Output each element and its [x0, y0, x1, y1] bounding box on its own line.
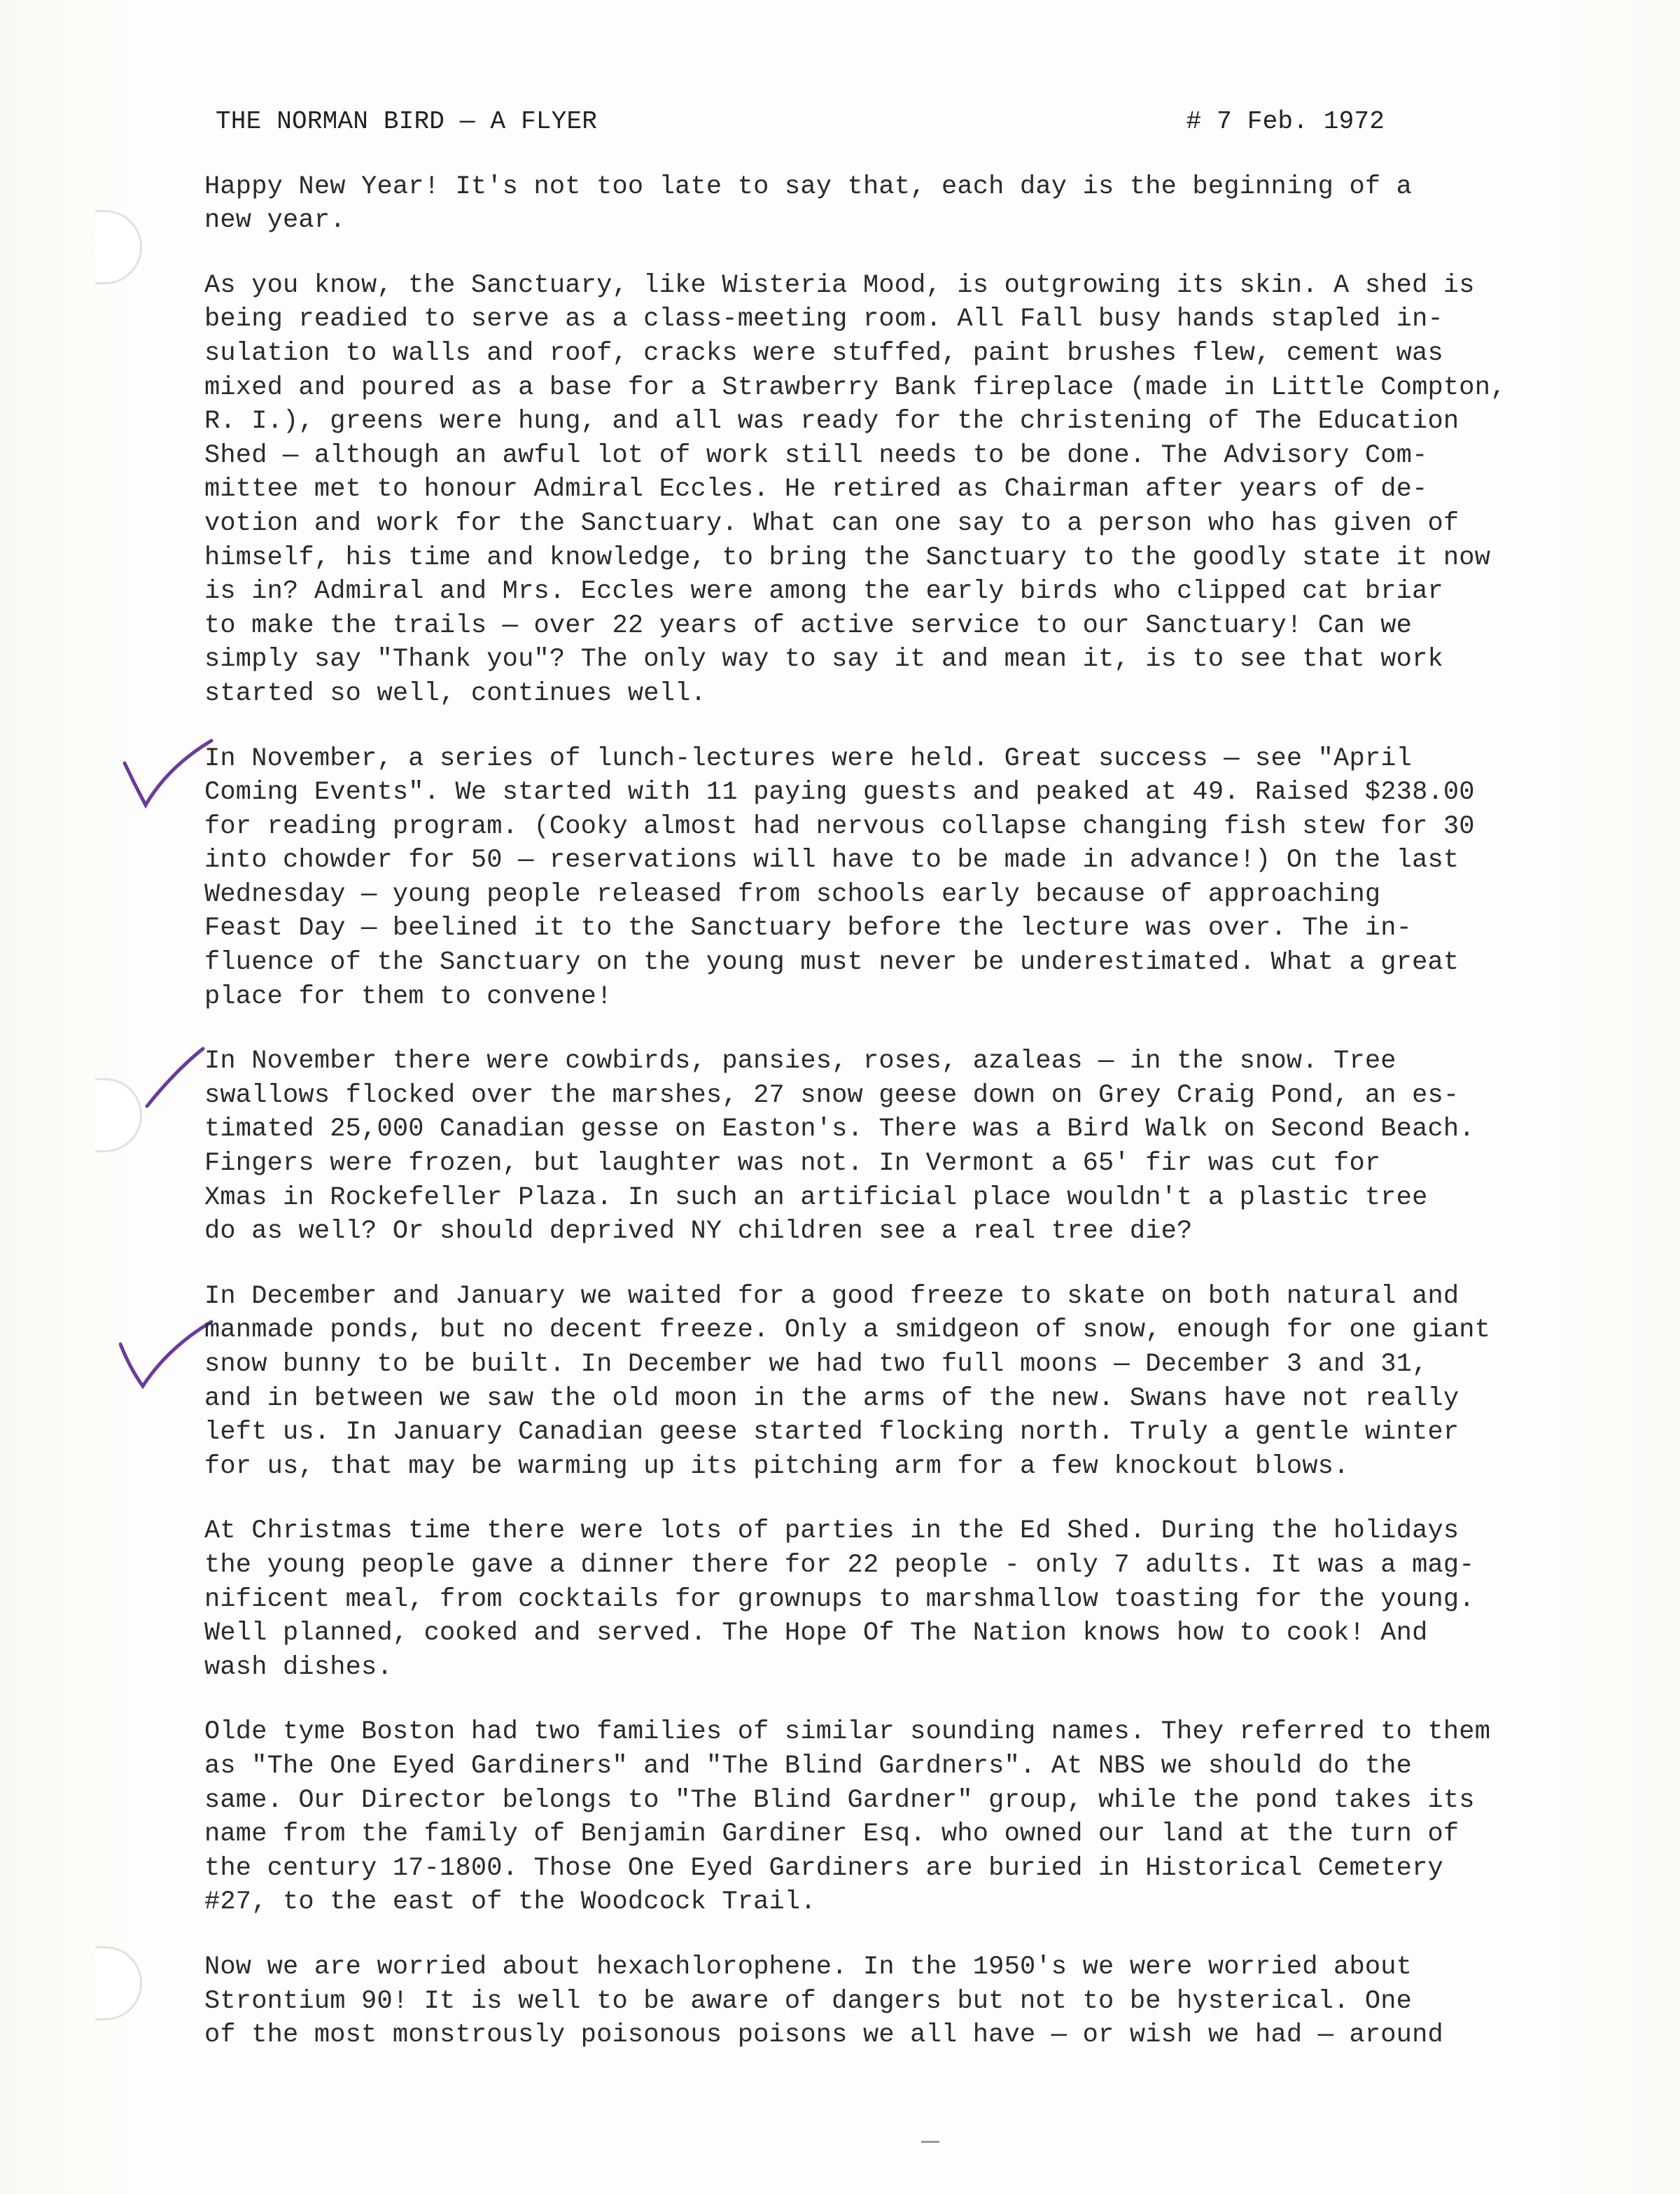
text-line: place for them to convene! [204, 981, 612, 1012]
text-line: same. Our Director belongs to "The Blind Gardner" group, while the pond takes its [204, 1785, 1475, 1815]
text-line: #27, to the east of the Woodcock Trail. [204, 1887, 816, 1917]
text-line: fluence of the Sanctuary on the young must never be underestimated. What a great [204, 948, 1460, 978]
binder-hole [95, 1946, 142, 2020]
page-mark [921, 2141, 939, 2143]
text-line: Feast Day — beelined it to the Sanctuary before the lecture was over. The in- [204, 914, 1413, 944]
checkmark-icon [119, 1043, 217, 1120]
text-line: swallows flocked over the marshes, 27 snow geese down on Grey Craig Pond, an es- [204, 1080, 1460, 1110]
paragraph [204, 1514, 1646, 1684]
binder-hole [95, 210, 142, 284]
text-line: timated 25,000 Canadian gesse on Easton's. There was a Bird Walk on Second Beach. [204, 1115, 1475, 1145]
text-line: In November, a series of lunch-lectures were held. Great success — see "April [204, 743, 1413, 774]
text-line: name from the family of Benjamin Gardiner Esq. who owned our land at the turn of [204, 1819, 1460, 1850]
text-line: is in? Admiral and Mrs. Eccles were among the early birds who clipped cat briar [204, 577, 1443, 607]
text-line: Fingers were frozen, but laughter was not. In Vermont a 65' fir was cut for [204, 1149, 1381, 1179]
text-line: himself, his time and knowledge, to bring the Sanctuary to the goodly state it now [204, 543, 1491, 573]
text-line: the century 17-1800. Those One Eyed Gardiners are buried in Historical Cemetery [204, 1853, 1443, 1883]
text-line: As you know, the Sanctuary, like Wisteria Mood, is outgrowing its skin. A shed is [204, 270, 1475, 300]
text-line: snow bunny to be built. In December we had two full moons — December 3 and 31, [204, 1350, 1428, 1379]
text-line: new year. [204, 206, 346, 236]
text-line: Olde tyme Boston had two families of similar sounding names. They referred to them [204, 1717, 1491, 1747]
text-line: Well planned, cooked and served. The Hope Of The Nation knows how to cook! And [204, 1619, 1428, 1649]
body-text [204, 170, 1646, 2053]
text-line: votion and work for the Sanctuary. What can one say to a person who has given of [204, 508, 1460, 538]
text-line: manmade ponds, but no decent freeze. Only a smidgeon of snow, enough for one giant [204, 1315, 1491, 1346]
paragraph [204, 742, 1646, 1014]
text-line: and in between we saw the old moon in the arms of the new. Swans have not really [204, 1383, 1460, 1413]
text-line: Now we are worried about hexachlorophene. In the 1950's we were worried about [204, 1952, 1413, 1982]
text-line: to make the trails — over 22 years of active service to our Sanctuary! Can we [204, 610, 1413, 641]
text-line: for reading program. (Cooky almost had nervous collapse changing fish stew for 30 [204, 811, 1475, 841]
paragraph [204, 269, 1646, 711]
text-line: of the most monstrously poisonous poisons we all have — or wish we had — around [204, 2020, 1443, 2050]
text-line: Wednesday — young people released from schools early because of approaching [204, 879, 1381, 909]
paragraph [204, 1280, 1646, 1484]
newsletter-title: THE NORMAN BIRD — A FLYER [216, 107, 598, 136]
text-line: Shed — although an awful lot of work still needs to be done. The Advisory Com- [204, 440, 1428, 470]
checkmark-icon [119, 735, 217, 812]
text-line: Coming Events". We started with 11 paying guests and peaked at 49. Raised $238.00 [204, 778, 1475, 808]
header [216, 105, 1385, 139]
text-line: left us. In January Canadian geese started flocking north. Truly a gentle winter [204, 1418, 1460, 1448]
text-line: In December and January we waited for a good freeze to skate on both natural and [204, 1281, 1460, 1311]
text-line: as "The One Eyed Gardiners" and "The Blind Gardners". At NBS we should do the [204, 1751, 1413, 1781]
issue-date: # 7 Feb. 1972 [1186, 107, 1385, 136]
text-line: nificent meal, from cocktails for grownups to marshmallow toasting for the young. [204, 1584, 1475, 1614]
text-line: sulation to walls and roof, cracks were stuffed, paint brushes flew, cement was [204, 338, 1443, 368]
text-line: started so well, continues well. [204, 678, 706, 708]
paragraph [204, 1715, 1646, 1920]
text-line: At Christmas time there were lots of parties in the Ed Shed. During the holidays [204, 1516, 1460, 1546]
text-line: wash dishes. [204, 1652, 393, 1682]
text-line: In November there were cowbirds, pansies, roses, azaleas — in the snow. Tree [204, 1047, 1396, 1077]
text-line: do as well? Or should deprived NY children see a real tree die? [204, 1217, 1193, 1247]
text-line: Xmas in Rockefeller Plaza. In such an artificial place wouldn't a plastic tree [204, 1182, 1428, 1213]
paragraph [204, 1044, 1646, 1249]
text-line: Happy New Year! It's not too late to say that, each day is the beginning of a [204, 172, 1413, 202]
text-line: mittee met to honour Admiral Eccles. He retired as Chairman after years of de- [204, 475, 1428, 505]
paragraph [204, 1950, 1646, 2053]
text-line: mixed and poured as a base for a Strawberry Bank fireplace (made in Little Compton, [204, 372, 1506, 403]
text-line: R. I.), greens were hung, and all was ready for the christening of The Education [204, 407, 1460, 437]
text-line: being readied to serve as a class-meeting room. All Fall busy hands stapled in- [204, 305, 1443, 335]
text-line: the young people gave a dinner there for 22 people - only 7 adults. It was a mag- [204, 1550, 1475, 1580]
text-line: into chowder for 50 — reservations will have to be made in advance!) On the last [204, 846, 1460, 876]
text-line: simply say "Thank you"? The only way to say it and mean it, is to see that work [204, 645, 1443, 675]
checkmark-icon [119, 1316, 217, 1393]
paragraph [204, 170, 1646, 238]
text-line: for us, that may be warming up its pitching arm for a few knockout blows. [204, 1451, 1350, 1481]
text-line: Strontium 90! It is well to be aware of dangers but not to be hysterical. One [204, 1986, 1413, 2016]
document [204, 105, 1646, 2083]
